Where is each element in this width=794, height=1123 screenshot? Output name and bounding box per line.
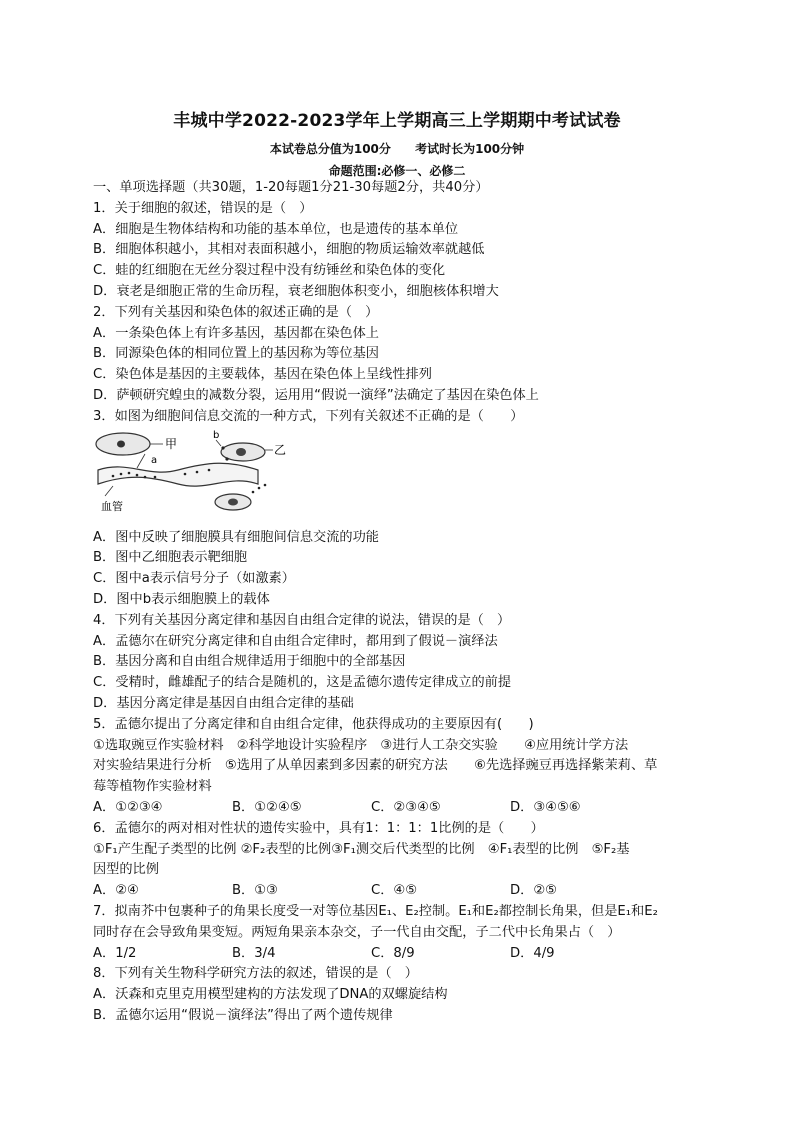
- label-jia: 甲: [165, 436, 178, 451]
- option: A．一条染色体上有许多基因，基因都在染色体上: [93, 325, 379, 341]
- option-row: [93, 798, 705, 819]
- question-items: 因型的比例: [93, 862, 159, 878]
- option: B．细胞体积越小，其相对表面积越小，细胞的物质运输效率就越低: [93, 242, 485, 258]
- option: A．①②③④: [93, 799, 163, 815]
- option: D．4/9: [510, 945, 555, 961]
- option: C．染色体是基因的主要载体，基因在染色体上呈线性排列: [93, 367, 432, 383]
- question-stem: 3．如图为细胞间信息交流的一种方式，下列有关叙述不正确的是（ ）: [93, 408, 524, 424]
- label-vessel: 血管: [101, 499, 123, 513]
- question-stem: 1．关于细胞的叙述，错误的是（ ）: [93, 200, 313, 216]
- signal-dot: [258, 486, 261, 489]
- question-stem: 2．下列有关基因和染色体的叙述正确的是（ ）: [93, 304, 379, 320]
- question-stem: 7．拟南芥中包裹种子的角果长度受一对等位基因E₁、E₂控制。E₁和E₂都控制长角果，但是E₁和E₂: [93, 903, 658, 919]
- option: A．②④: [93, 883, 139, 899]
- receptor-dot: [225, 457, 228, 460]
- question-stem: 6．孟德尔的两对相对性状的遗传实验中，具有1：1：1：1比例的是（ ）: [93, 820, 544, 836]
- option: D．萨顿研究蝗虫的减数分裂，运用用“假说一演绎”法确定了基因在染色体上: [93, 387, 539, 403]
- option: C．②③④⑤: [371, 799, 441, 815]
- signal-dot: [252, 490, 255, 493]
- question-stem: 4．下列有关基因分离定律和基因自由组合定律的说法，错误的是（ ）: [93, 612, 511, 628]
- option-row: [93, 944, 705, 965]
- exam-title: 丰城中学2022-2023学年上学期高三上学期期中考试试卷: [173, 111, 621, 131]
- signal-dot: [112, 474, 115, 477]
- label-a: a: [151, 454, 158, 466]
- option: D．②⑤: [510, 883, 557, 899]
- exam-content: [93, 178, 705, 1027]
- question-stem: 8．下列有关生物科学研究方法的叙述，错误的是（ ）: [93, 966, 418, 982]
- signal-dot: [144, 475, 147, 478]
- total-score: 本试卷总分值为100分: [269, 142, 391, 156]
- receptor-dot: [221, 446, 224, 449]
- option: D．图中b表示细胞膜上的载体: [93, 591, 270, 607]
- nucleus-yi: [236, 448, 246, 456]
- option: C．受精时，雌雄配子的结合是随机的，这是孟德尔遗传定律成立的前提: [93, 675, 512, 691]
- signal-dot: [208, 468, 211, 471]
- option: C．8/9: [371, 945, 415, 961]
- option: B．①③: [232, 883, 278, 899]
- option: A．沃森和克里克用模型建构的方法发现了DNA的双螺旋结构: [93, 987, 448, 1003]
- question-stem: 5．孟德尔提出了分离定律和自由组合定律，他获得成功的主要原因有( ): [93, 716, 534, 732]
- option: A．细胞是生物体结构和功能的基本单位，也是遗传的基本单位: [93, 221, 459, 237]
- signal-dot: [120, 472, 123, 475]
- question-items: ①F₁产生配子类型的比例 ②F₂表型的比例③F₁测交后代类型的比例 ④F₁表型的比例 ⑤F₂基: [93, 841, 630, 857]
- signal-dot: [264, 483, 267, 486]
- cell-signaling-figure: [93, 430, 293, 522]
- option: B．孟德尔运用“假说－演绎法”得出了两个遗传规律: [93, 1007, 393, 1023]
- label-yi: 乙: [274, 442, 287, 457]
- signal-dot: [196, 470, 199, 473]
- option: D．③④⑤⑥: [510, 799, 581, 815]
- signal-dot: [136, 473, 139, 476]
- option: B．基因分离和自由组合规律适用于细胞中的全部基因: [93, 654, 406, 670]
- question-items: 莓等植物作实验材料: [93, 779, 212, 795]
- cell-signaling-diagram: [93, 430, 293, 522]
- nucleus-lower: [228, 498, 238, 505]
- nucleus-jia: [117, 440, 125, 447]
- signal-dot: [128, 471, 131, 474]
- leader-line: [105, 486, 113, 496]
- option: C．④⑤: [371, 883, 418, 899]
- leader-line: [137, 454, 145, 468]
- option: B．同源染色体的相同位置上的基因称为等位基因: [93, 346, 379, 362]
- exam-scope: 命题范围:必修一、必修二: [328, 164, 466, 178]
- option: A．图中反映了细胞膜具有细胞间信息交流的功能: [93, 529, 379, 545]
- option-row: [93, 881, 705, 902]
- exam-meta: [0, 140, 794, 157]
- duration: 考试时长为100分钟: [415, 142, 525, 156]
- question-items: ①选取豌豆作实验材料 ②科学地设计实验程序 ③进行人工杂交实验 ④应用统计学方法: [93, 737, 629, 753]
- option: D．衰老是细胞正常的生命历程，衰老细胞体积变小，细胞核体积增大: [93, 283, 499, 299]
- option: D．基因分离定律是基因自由组合定律的基础: [93, 695, 354, 711]
- option: B．①②④⑤: [232, 799, 302, 815]
- section-heading: 一、单项选择题（共30题，1-20每题1分21-30每题2分，共40分）: [93, 180, 489, 195]
- option: C．图中a表示信号分子（如激素）: [93, 571, 295, 587]
- option: B．3/4: [232, 945, 276, 961]
- option: C．蛙的红细胞在无丝分裂过程中没有纺锤丝和染色体的变化: [93, 263, 446, 279]
- question-stem: 同时存在会导致角果变短。两短角果亲本杂交，子一代自由交配，子二代中长角果占（ ）: [93, 924, 621, 940]
- option: B．图中乙细胞表示靶细胞: [93, 550, 248, 566]
- signal-dot: [184, 472, 187, 475]
- label-b: b: [213, 429, 220, 441]
- signal-dot: [154, 475, 157, 478]
- option: A．孟德尔在研究分离定律和自由组合定律时，都用到了假说－演绎法: [93, 633, 498, 649]
- question-items: 对实验结果进行分析 ⑤选用了从单因素到多因素的研究方法 ⑥先选择豌豆再选择紫茉莉、草: [93, 758, 658, 774]
- option: A．1/2: [93, 945, 137, 961]
